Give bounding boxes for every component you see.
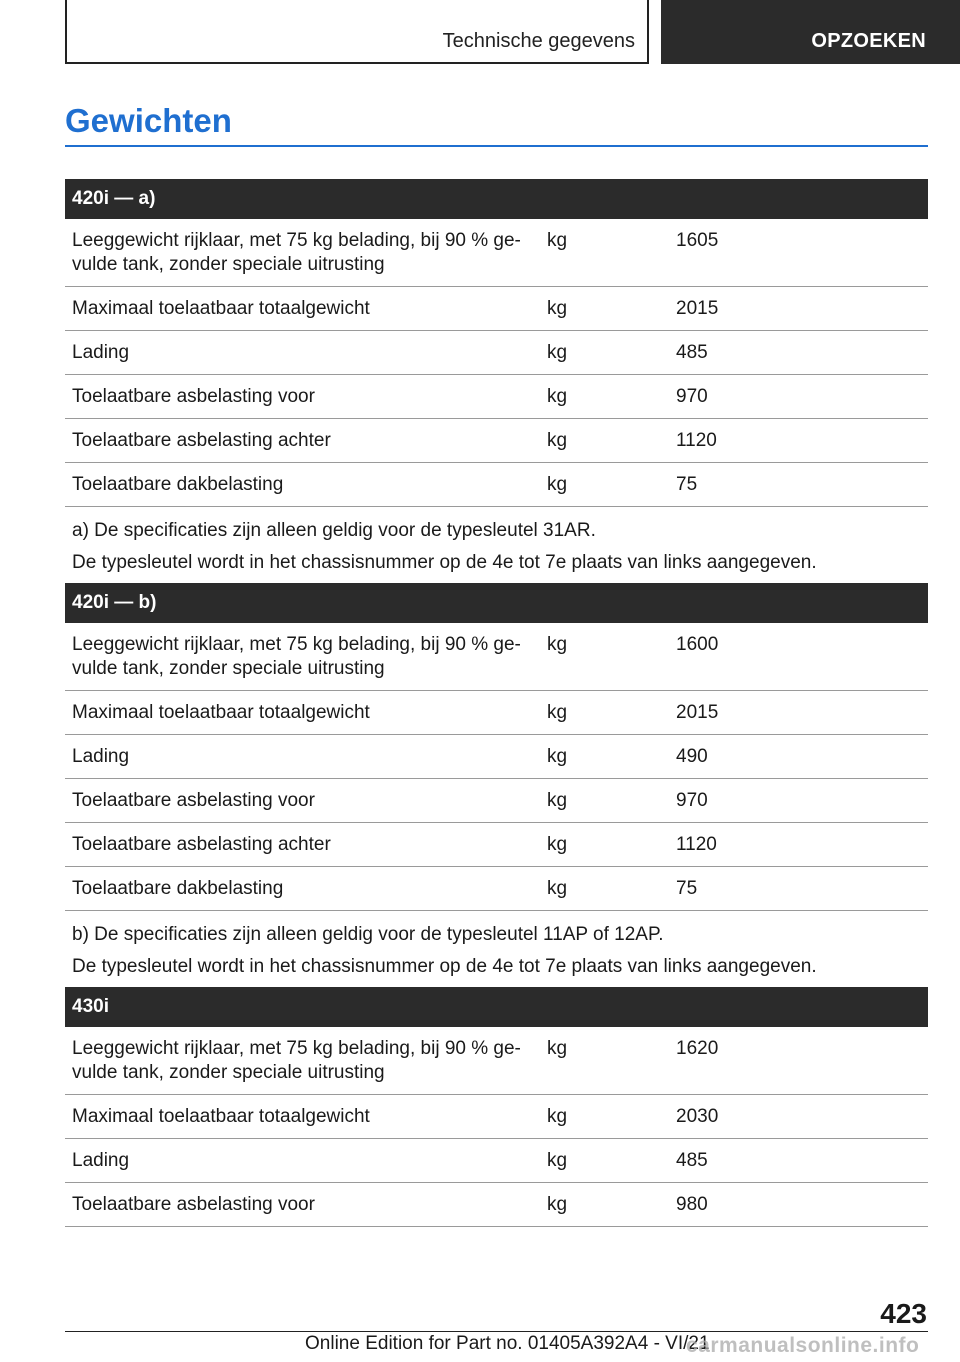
row-value: 2030 bbox=[669, 1095, 928, 1139]
row-unit: kg bbox=[540, 375, 669, 419]
footnote: De typesleutel wordt in het chassisnummer op de 4e tot 7e plaats van links aangegeven. bbox=[72, 552, 817, 573]
row-unit: kg bbox=[540, 1183, 669, 1227]
table-row bbox=[65, 823, 928, 867]
row-value: 75 bbox=[669, 867, 928, 911]
table-row bbox=[65, 1027, 928, 1095]
weights-table-430i bbox=[65, 987, 928, 1227]
edition-footer: Online Edition for Part no. 01405A392A4 - VI/21 bbox=[305, 1333, 710, 1354]
row-value: 2015 bbox=[669, 287, 928, 331]
row-value: 2015 bbox=[669, 691, 928, 735]
row-unit: kg bbox=[540, 463, 669, 507]
footnote: a) De specificaties zijn alleen geldig voor de typesleutel 31AR. bbox=[72, 520, 596, 541]
row-unit: kg bbox=[540, 1139, 669, 1183]
section-tab-label: Technische gegevens bbox=[442, 30, 635, 52]
row-value: 485 bbox=[669, 1139, 928, 1183]
row-unit: kg bbox=[540, 1027, 669, 1095]
row-unit: kg bbox=[540, 623, 669, 691]
footer-divider bbox=[65, 1331, 928, 1332]
table-header-row bbox=[65, 987, 928, 1027]
table-heading: 430i bbox=[65, 987, 928, 1027]
watermark: carmanualsonline.info bbox=[686, 1334, 920, 1357]
table-row bbox=[65, 419, 928, 463]
row-label: Toelaatbare asbelasting voor bbox=[65, 375, 540, 419]
title-divider bbox=[65, 145, 928, 147]
row-label: Toelaatbare dakbelasting bbox=[65, 463, 540, 507]
row-unit: kg bbox=[540, 1095, 669, 1139]
row-label: Lading bbox=[65, 735, 540, 779]
table-header-row bbox=[65, 179, 928, 219]
row-label bbox=[65, 219, 540, 287]
row-label-line: vulde tank, zonder speciale uitrusting bbox=[72, 254, 385, 275]
row-unit: kg bbox=[540, 779, 669, 823]
row-label-line: Leeggewicht rijklaar, met 75 kg belading, bij 90 % ge- bbox=[72, 1038, 521, 1059]
table-row bbox=[65, 779, 928, 823]
row-label: Toelaatbare dakbelasting bbox=[65, 867, 540, 911]
row-unit: kg bbox=[540, 823, 669, 867]
table-notes-row bbox=[65, 911, 928, 992]
table-row bbox=[65, 867, 928, 911]
table-notes-row bbox=[65, 507, 928, 588]
row-value: 485 bbox=[669, 331, 928, 375]
table-row bbox=[65, 219, 928, 287]
row-unit: kg bbox=[540, 735, 669, 779]
row-label: Maximaal toelaatbaar totaalgewicht bbox=[65, 287, 540, 331]
row-value: 970 bbox=[669, 375, 928, 419]
row-value: 1620 bbox=[669, 1027, 928, 1095]
row-unit: kg bbox=[540, 287, 669, 331]
row-label-line: Leeggewicht rijklaar, met 75 kg belading, bij 90 % ge- bbox=[72, 230, 521, 251]
table-notes bbox=[65, 911, 928, 992]
top-navigation bbox=[0, 0, 960, 66]
section-tab[interactable] bbox=[65, 0, 649, 64]
weights-table-420i-b bbox=[65, 583, 928, 992]
table-row bbox=[65, 1183, 928, 1227]
row-value: 1605 bbox=[669, 219, 928, 287]
row-unit: kg bbox=[540, 867, 669, 911]
footnote: De typesleutel wordt in het chassisnummer op de 4e tot 7e plaats van links aangegeven. bbox=[72, 956, 817, 977]
weights-table-420i-a bbox=[65, 179, 928, 588]
table-header-row bbox=[65, 583, 928, 623]
row-label: Maximaal toelaatbaar totaalgewicht bbox=[65, 691, 540, 735]
row-label bbox=[65, 1027, 540, 1095]
row-value: 75 bbox=[669, 463, 928, 507]
row-value: 1600 bbox=[669, 623, 928, 691]
row-label: Toelaatbare asbelasting voor bbox=[65, 779, 540, 823]
row-label: Toelaatbare asbelasting voor bbox=[65, 1183, 540, 1227]
table-notes bbox=[65, 507, 928, 588]
row-label-line: vulde tank, zonder speciale uitrusting bbox=[72, 1062, 385, 1083]
table-row bbox=[65, 623, 928, 691]
row-value: 980 bbox=[669, 1183, 928, 1227]
table-row bbox=[65, 331, 928, 375]
table-row bbox=[65, 287, 928, 331]
table-row bbox=[65, 463, 928, 507]
row-label: Lading bbox=[65, 1139, 540, 1183]
row-unit: kg bbox=[540, 219, 669, 287]
row-value: 970 bbox=[669, 779, 928, 823]
lookup-tab-label: OPZOEKEN bbox=[811, 30, 926, 52]
table-row bbox=[65, 1139, 928, 1183]
row-value: 490 bbox=[669, 735, 928, 779]
row-label-line: Leeggewicht rijklaar, met 75 kg belading, bij 90 % ge- bbox=[72, 634, 521, 655]
row-label: Toelaatbare asbelasting achter bbox=[65, 823, 540, 867]
row-unit: kg bbox=[540, 419, 669, 463]
row-value: 1120 bbox=[669, 419, 928, 463]
row-label: Toelaatbare asbelasting achter bbox=[65, 419, 540, 463]
table-row bbox=[65, 1095, 928, 1139]
table-heading: 420i — b) bbox=[65, 583, 928, 623]
table-row bbox=[65, 735, 928, 779]
table-row bbox=[65, 375, 928, 419]
lookup-tab[interactable] bbox=[661, 0, 960, 64]
row-unit: kg bbox=[540, 331, 669, 375]
row-value: 1120 bbox=[669, 823, 928, 867]
row-label-line: vulde tank, zonder speciale uitrusting bbox=[72, 658, 385, 679]
table-row bbox=[65, 691, 928, 735]
footnote: b) De specificaties zijn alleen geldig voor de typesleutel 11AP of 12AP. bbox=[72, 924, 664, 945]
page-number: 423 bbox=[880, 1298, 927, 1329]
row-label: Maximaal toelaatbaar totaalgewicht bbox=[65, 1095, 540, 1139]
page-title: Gewichten bbox=[65, 102, 232, 139]
row-label bbox=[65, 623, 540, 691]
row-unit: kg bbox=[540, 691, 669, 735]
row-label: Lading bbox=[65, 331, 540, 375]
table-heading: 420i — a) bbox=[65, 179, 928, 219]
